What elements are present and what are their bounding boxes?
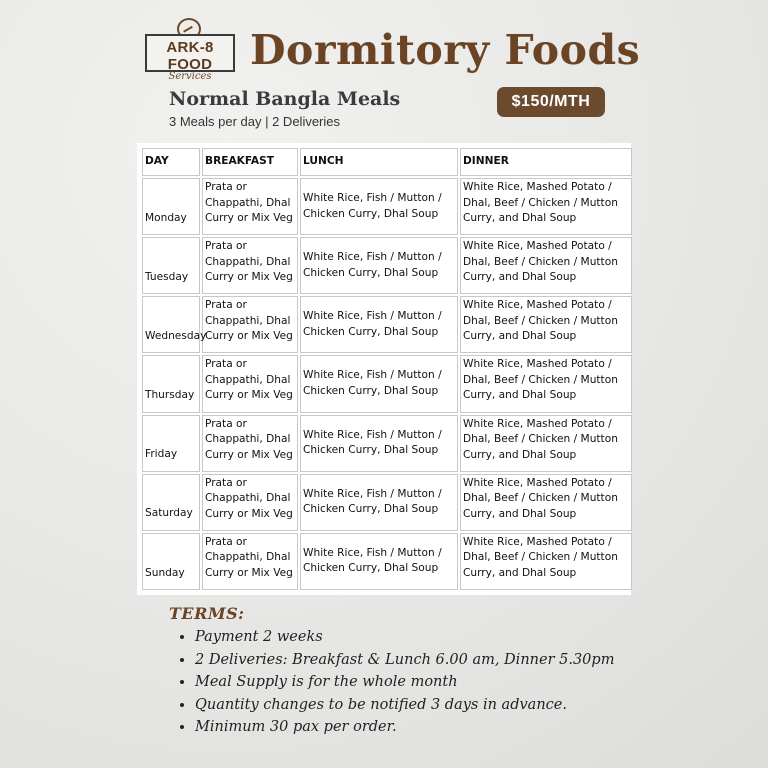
- table-row: [142, 355, 632, 412]
- lunch-cell: White Rice, Fish / Mutton / Chicken Curry, Dhal Soup: [300, 415, 458, 472]
- plan-tagline: 3 Meals per day | 2 Deliveries: [169, 114, 341, 129]
- table-row: [142, 533, 632, 590]
- dinner-cell: White Rice, Mashed Potato / Dhal, Beef / Chicken / Mutton Curry, and Dhal Soup: [460, 237, 632, 294]
- day-cell: Thursday: [142, 355, 200, 412]
- day-cell: Friday: [142, 415, 200, 472]
- dinner-cell: White Rice, Mashed Potato / Dhal, Beef / Chicken / Mutton Curry, and Dhal Soup: [460, 296, 632, 353]
- menu-table: [140, 146, 634, 592]
- terms-list: [177, 626, 614, 739]
- list-item: • Quantity changes to be notified 3 days in advance.: [195, 694, 614, 717]
- list-item: • Meal Supply is for the whole month: [195, 671, 614, 694]
- page-title: Dormitory Foods: [250, 26, 641, 74]
- day-cell: Sunday: [142, 533, 200, 590]
- logo-brand: ARK-8 FOOD: [166, 39, 214, 73]
- menu-table-container: [137, 143, 631, 595]
- day-cell: Monday: [142, 178, 200, 235]
- logo-box: [145, 34, 235, 82]
- header-day: DAY: [142, 148, 200, 176]
- breakfast-cell: Prata or Chappathi, Dhal Curry or Mix Veg: [202, 474, 298, 531]
- lunch-cell: White Rice, Fish / Mutton / Chicken Curry, Dhal Soup: [300, 474, 458, 531]
- breakfast-cell: Prata or Chappathi, Dhal Curry or Mix Veg: [202, 237, 298, 294]
- breakfast-cell: Prata or Chappathi, Dhal Curry or Mix Veg: [202, 355, 298, 412]
- table-row: [142, 237, 632, 294]
- plan-name: Normal Bangla Meals: [169, 88, 401, 110]
- dinner-cell: White Rice, Mashed Potato / Dhal, Beef / Chicken / Mutton Curry, and Dhal Soup: [460, 355, 632, 412]
- terms-title: TERMS:: [169, 604, 245, 623]
- lunch-cell: White Rice, Fish / Mutton / Chicken Curry, Dhal Soup: [300, 355, 458, 412]
- table-row: [142, 415, 632, 472]
- day-cell: Wednesday: [142, 296, 200, 353]
- table-header-row: [142, 148, 632, 176]
- table-row: [142, 178, 632, 235]
- table-row: [142, 296, 632, 353]
- table-row: [142, 474, 632, 531]
- dinner-cell: White Rice, Mashed Potato / Dhal, Beef / Chicken / Mutton Curry, and Dhal Soup: [460, 415, 632, 472]
- lunch-cell: White Rice, Fish / Mutton / Chicken Curry, Dhal Soup: [300, 296, 458, 353]
- header-dinner: DINNER: [460, 148, 632, 176]
- logo-sub: Services: [168, 71, 212, 82]
- breakfast-cell: Prata or Chappathi, Dhal Curry or Mix Veg: [202, 415, 298, 472]
- day-cell: Saturday: [142, 474, 200, 531]
- logo: [145, 18, 235, 82]
- lunch-cell: White Rice, Fish / Mutton / Chicken Curry, Dhal Soup: [300, 237, 458, 294]
- lunch-cell: White Rice, Fish / Mutton / Chicken Curry, Dhal Soup: [300, 178, 458, 235]
- breakfast-cell: Prata or Chappathi, Dhal Curry or Mix Veg: [202, 533, 298, 590]
- price-badge: $150/MTH: [497, 87, 605, 117]
- header-breakfast: BREAKFAST: [202, 148, 298, 176]
- header-lunch: LUNCH: [300, 148, 458, 176]
- list-item: • Minimum 30 pax per order.: [195, 716, 614, 739]
- breakfast-cell: Prata or Chappathi, Dhal Curry or Mix Veg: [202, 296, 298, 353]
- list-item: • 2 Deliveries: Breakfast & Lunch 6.00 am, Dinner 5.30pm: [195, 649, 614, 672]
- lunch-cell: White Rice, Fish / Mutton / Chicken Curry, Dhal Soup: [300, 533, 458, 590]
- list-item: • Payment 2 weeks: [195, 626, 614, 649]
- dinner-cell: White Rice, Mashed Potato / Dhal, Beef / Chicken / Mutton Curry, and Dhal Soup: [460, 533, 632, 590]
- breakfast-cell: Prata or Chappathi, Dhal Curry or Mix Veg: [202, 178, 298, 235]
- day-cell: Tuesday: [142, 237, 200, 294]
- dinner-cell: White Rice, Mashed Potato / Dhal, Beef / Chicken / Mutton Curry, and Dhal Soup: [460, 474, 632, 531]
- dinner-cell: White Rice, Mashed Potato / Dhal, Beef / Chicken / Mutton Curry, and Dhal Soup: [460, 178, 632, 235]
